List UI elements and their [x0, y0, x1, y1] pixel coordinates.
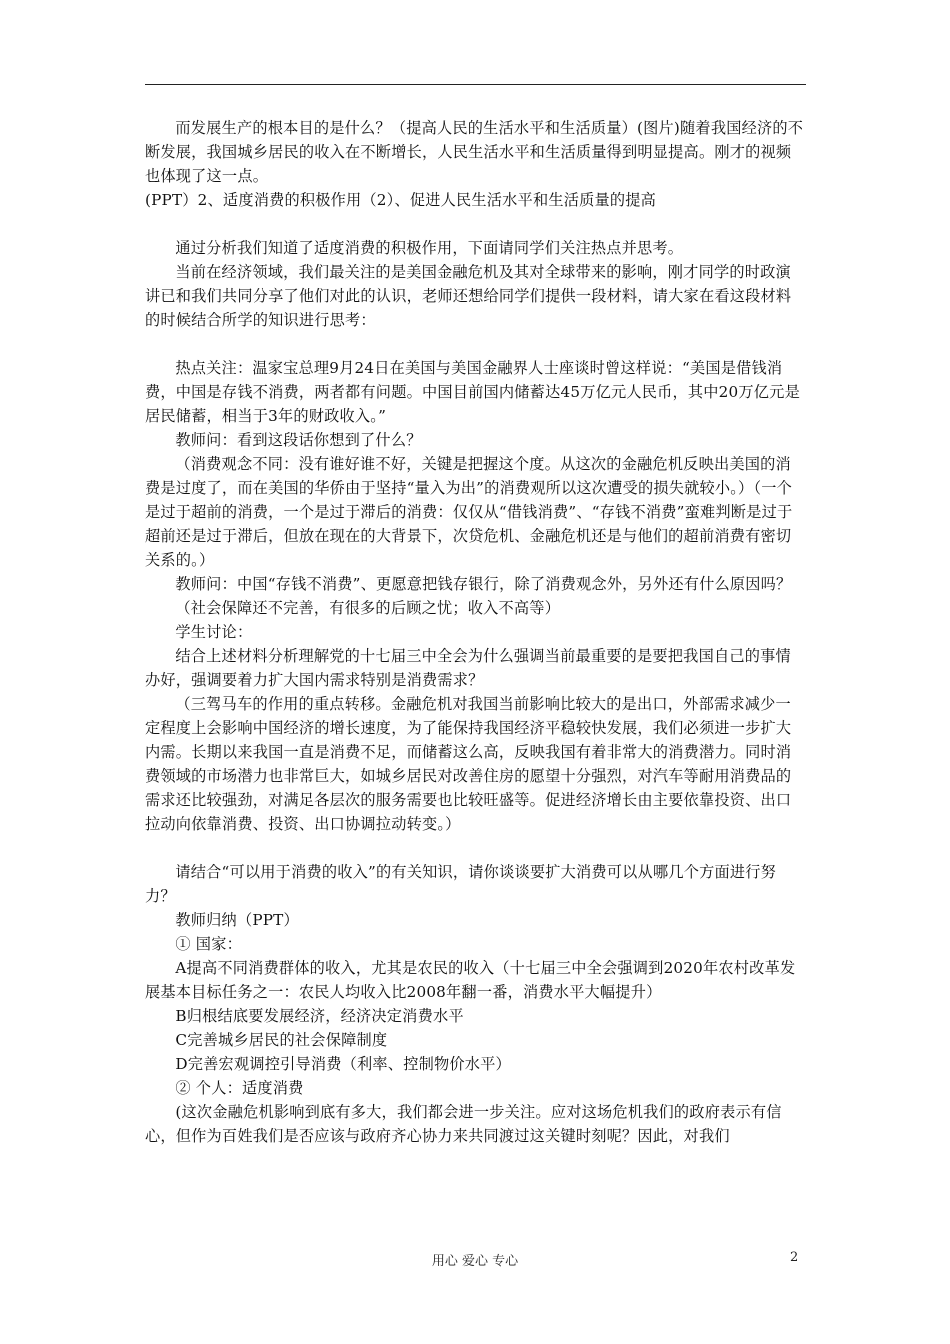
paragraph: 热点关注：温家宝总理9月24日在美国与美国金融界人士座谈时曾这样说：“美国是借钱消费，中国是存钱不消费，两者都有问题。中国目前国内储蓄达45万亿元人民币，其中20万亿元是居民储蓄，相当于3年的财政收入。”	[145, 359, 800, 425]
paragraph: 学生讨论：	[175, 623, 253, 641]
blank-line	[145, 212, 806, 236]
paragraph: 当前在经济领域，我们最关注的是美国金融危机及其对全球带来的影响，刚才同学的时政演讲已和我们共同分享了他们对此的认识，老师还想给同学们提供一段材料，请大家在看这段材料的时候结合所学的知识进行思考：	[145, 263, 792, 329]
paragraph: 教师问：中国“存钱不消费”、更愿意把钱存银行，除了消费观念外，另外还有什么原因吗？	[175, 575, 792, 593]
paragraph: 教师归纳（PPT）	[175, 911, 299, 929]
paragraph: （社会保障还不完善，有很多的后顾之忧；收入不高等）	[175, 599, 561, 617]
paragraph: D完善宏观调控引导消费（利率、控制物价水平）	[175, 1055, 511, 1073]
paragraph: (这次金融危机影响到底有多大，我们都会进一步关注。应对这场危机我们的政府表示有信心，但作为百姓我们是否应该与政府齐心协力来共同渡过这关键时刻呢？因此，对我们	[145, 1103, 782, 1145]
footer-motto: 用心 爱心 专心	[431, 1254, 519, 1269]
paragraph: （消费观念不同：没有谁好谁不好，关键是把握这个度。从这次的金融危机反映出美国的消费是过度了，而在美国的华侨由于坚持“量入为出”的消费观所以这次遭受的损失就较小。）（一个是过于超前的消费，一个是过于滞后的消费：仅仅从“借钱消费”、“存钱不消费”蛮难判断是过于超前还是过于滞后，但放在现在的大背景下，次贷危机、金融危机还是与他们的超前消费有密切关系的。）	[145, 455, 793, 569]
blank-line	[145, 332, 806, 356]
paragraph: 请结合“可以用于消费的收入”的有关知识，请你谈谈要扩大消费可以从哪几个方面进行努力？	[145, 863, 777, 905]
paragraph: B归根结底要发展经济，经济决定消费水平	[175, 1007, 464, 1025]
paragraph: 通过分析我们知道了适度消费的积极作用，下面请同学们关注热点并思考。	[175, 239, 684, 257]
paragraph: （三驾马车的作用的重点转移。金融危机对我国当前影响比较大的是出口，外部需求减少一定程度上会影响中国经济的增长速度，为了能保持我国经济平稳较快发展，我们必须进一步扩大内需。长期以来我国一直是消费不足，而储蓄这么高，反映我国有着非常大的消费潜力。同时消费领域的市场潜力也非常巨大，如城乡居民对改善住房的愿望十分强烈，对汽车等耐用消费品的需求还比较强劲，对满足各层次的服务需要也比较旺盛等。促进经济增长由主要依靠投资、出口拉动向依靠消费、投资、出口协调拉动转变。）	[145, 695, 792, 833]
paragraph: C完善城乡居民的社会保障制度	[175, 1031, 388, 1049]
paragraph: ① 国家：	[175, 935, 242, 953]
header-rule	[145, 84, 806, 85]
paragraph: (PPT）2、适度消费的积极作用（2）、促进人民生活水平和生活质量的提高	[145, 191, 657, 209]
page-number: 2	[790, 1250, 799, 1265]
paragraph: 而发展生产的根本目的是什么？（提高人民的生活水平和生活质量）(图片)随着我国经济的不断发展，我国城乡居民的收入在不断增长，人民生活水平和生活质量得到明显提高。刚才的视频也体现了这一点。	[145, 119, 804, 185]
paragraph: 结合上述材料分析理解党的十七届三中全会为什么强调当前最重要的是要把我国自己的事情办好，强调要着力扩大国内需求特别是消费需求？	[145, 647, 791, 689]
paragraph: ② 个人：适度消费	[175, 1079, 304, 1097]
paragraph: 教师问：看到这段话你想到了什么？	[175, 431, 422, 449]
paragraph: A提高不同消费群体的收入，尤其是农民的收入（十七届三中全会强调到2020年农村改革发展基本目标任务之一：农民人均收入比2008年翻一番，消费水平大幅提升）	[145, 959, 796, 1001]
blank-line	[145, 836, 806, 860]
document-body	[145, 116, 806, 1148]
